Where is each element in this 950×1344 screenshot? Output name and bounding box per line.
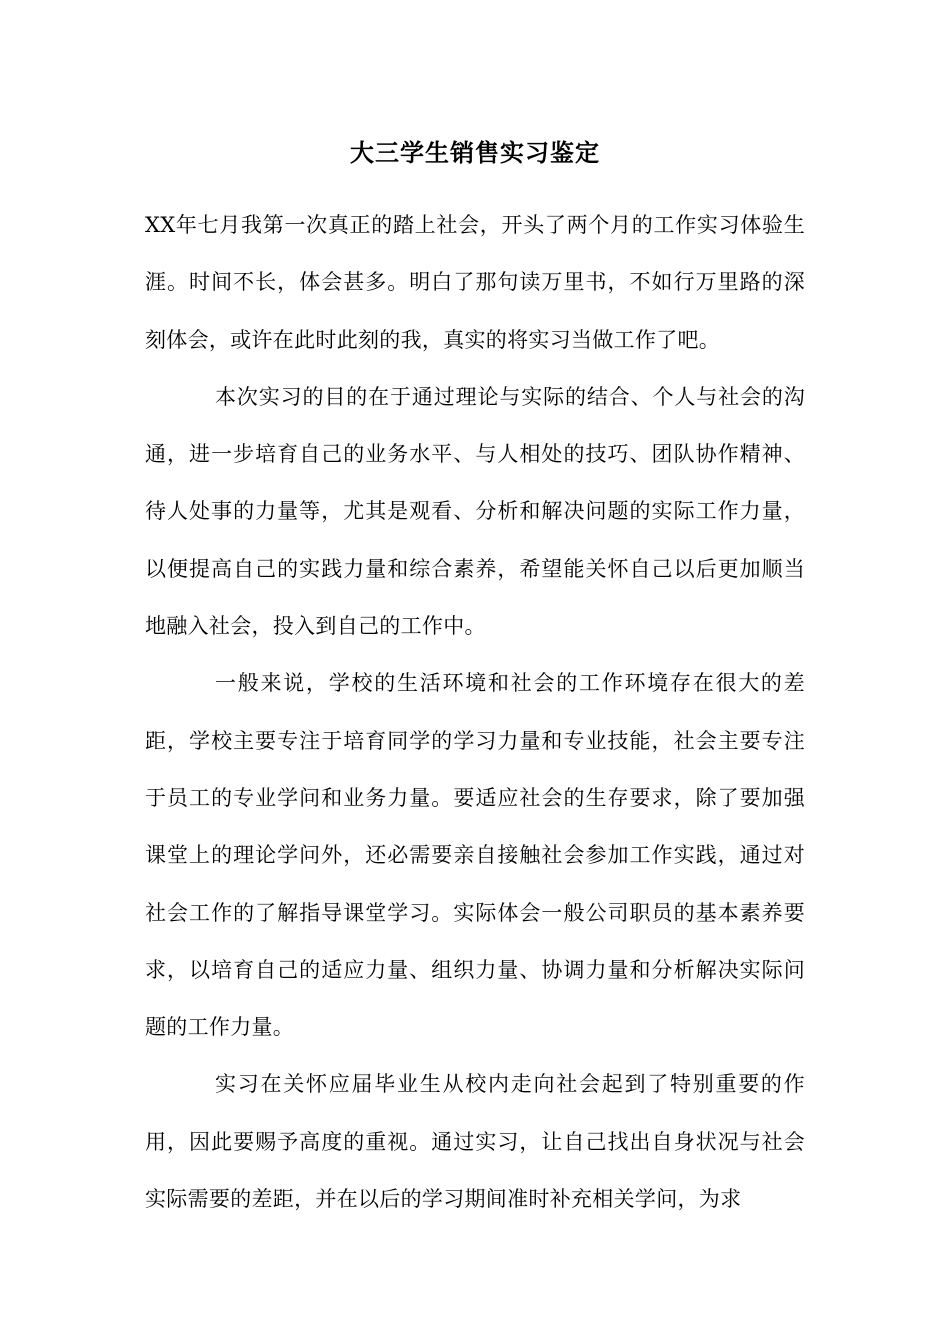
paragraph-3: 一般来说，学校的生活环境和社会的工作环境存在很大的差距，学校主要专注于培育同学的学习力量和专业技能，社会主要专注于员工的专业学问和业务力量。要适应社会的生存要求，除了要加强课堂上的理论学问外，还必需要亲自接触社会参加工作实践，通过对社会工作的了解指导课堂学习。实际体会一般公司职员的基本素养要求，以培育自己的适应力量、组织力量、协调力量和分析解决实际问题的工作力量。 [145,671,805,1040]
document-body [145,197,805,1228]
document-title: 大三学生销售实习鉴定 [350,138,600,167]
paragraph-1: XX年七月我第一次真正的踏上社会，开头了两个月的工作实习体验生涯。时间不长，体会甚多。明白了那句读万里书，不如行万里路的深刻体会，或许在此时此刻的我，真实的将实习当做工作了吧。 [145,213,805,352]
paragraph-4: 实习在关怀应届毕业生从校内走向社会起到了特别重要的作用，因此要赐予高度的重视。通过实习，让自己找出自身状况与社会实际需要的差距，并在以后的学习期间准时补充相关学问，为求 [145,1072,805,1212]
paragraph-2: 本次实习的目的在于通过理论与实际的结合、个人与社会的沟通，进一步培育自己的业务水平、与人相处的技巧、团队协作精神、待人处事的力量等，尤其是观看、分析和解决问题的实际工作力量，以便提高自己的实践力量和综合素养，希望能关怀自己以后更加顺当地融入社会，投入到自己的工作中。 [145,384,805,639]
